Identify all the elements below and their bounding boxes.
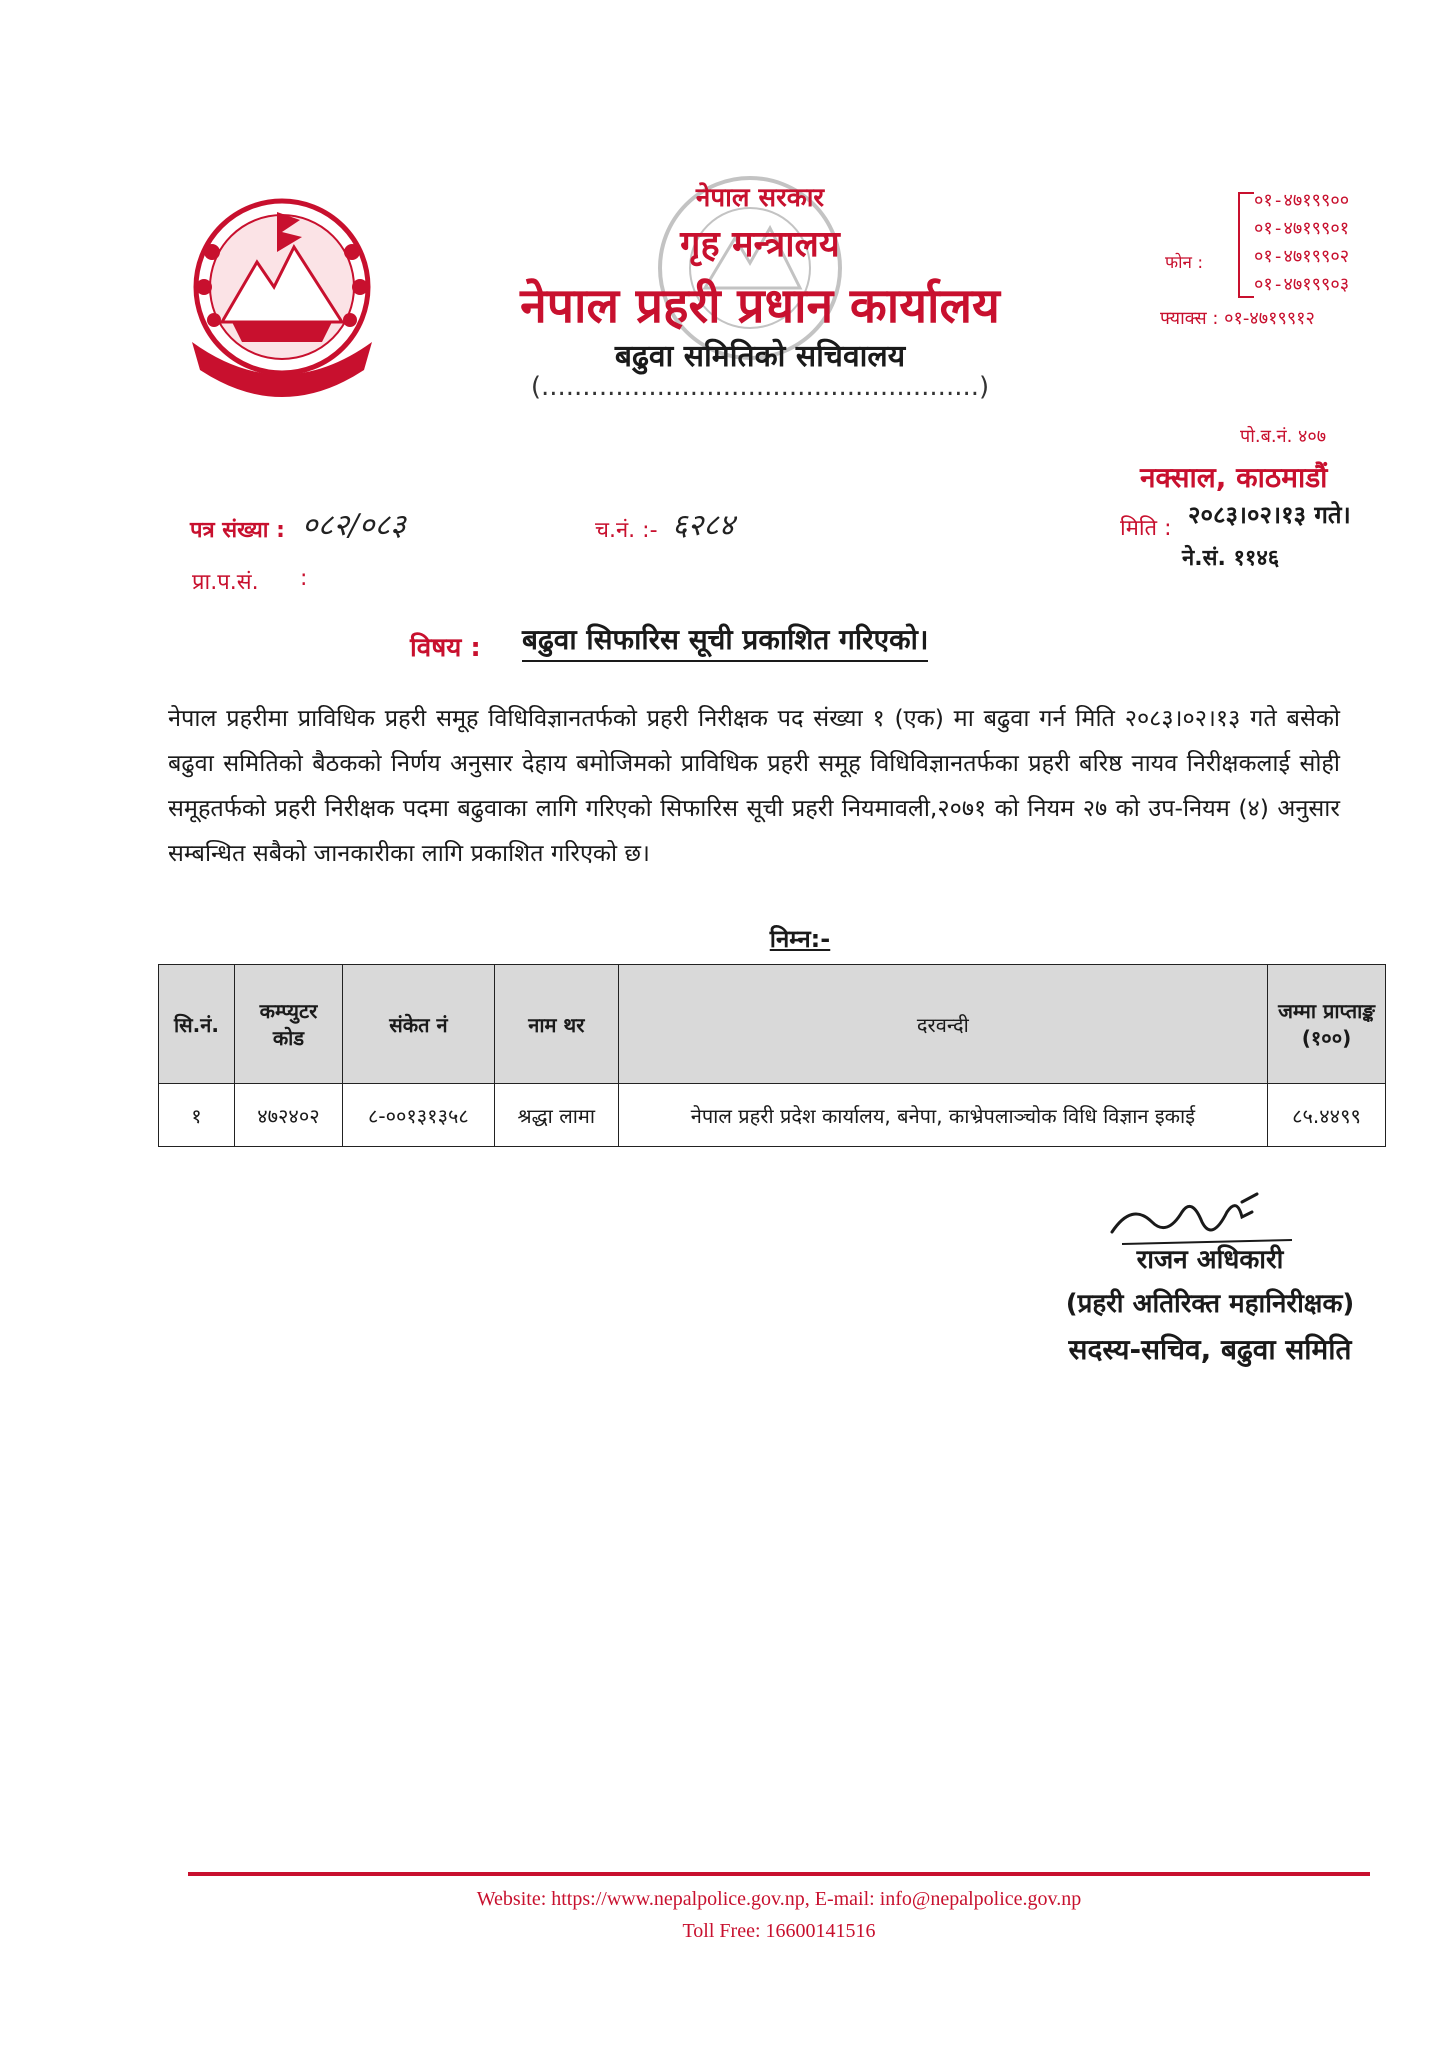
list-heading: निम्न:- [769,925,831,953]
footer-toll-free: Toll Free: 16600141516 [682,1920,876,1942]
table-cell: श्रद्धा लामा [494,1084,618,1147]
date-value: २०८३।०२।१३ गते। [1188,501,1351,529]
government-name: नेपाल सरकार [695,183,825,213]
phone-number: ०१-४७१९९०० [1254,190,1350,211]
address-dots-line: (.....................................................) [530,372,990,402]
phone-list [1254,187,1349,299]
table-header-row [159,965,1386,1084]
signatory-name: राजन अधिकारी [1136,1245,1284,1275]
ppsan-label: प्रा.प.सं. [192,570,259,595]
secretariat-name: बढुवा समितिको सचिवालय [614,339,906,374]
date-label: मिति : [1120,516,1172,541]
column-header: कम्प्युटर कोड [234,965,342,1084]
nepal-sambat-date: ने.सं. ११४६ [1182,546,1280,571]
signatory-rank: (प्रहरी अतिरिक्त महानिरीक्षक) [1065,1289,1355,1319]
letter-number-value: ०८२/०८३ [302,508,406,543]
nepal-emblem-logo [182,192,382,402]
phone-number: ०१-४७१९९०१ [1254,218,1350,239]
table-cell: ८-००१३१३५८ [342,1084,494,1147]
fax-number: फ्याक्स : ०१-४७१९९१२ [1160,308,1315,329]
promotion-table [158,964,1386,1147]
ppsan-colon: : [300,566,308,591]
column-header: सि.नं. [159,965,235,1084]
office-location: नक्साल, काठमाडौं [1140,461,1328,494]
table-cell: १ [159,1084,235,1147]
ministry-name: गृह मन्त्रालय [680,224,840,265]
column-header: दरवन्दी [618,965,1267,1084]
po-box: पो.ब.नं. ४०७ [1240,426,1327,447]
letter-number-label: पत्र संख्या : [190,518,285,543]
office-name: नेपाल प्रहरी प्रधान कार्यालय [520,278,1000,334]
phone-bracket [1238,192,1254,298]
column-header: संकेत नं [342,965,494,1084]
phone-label: फोन : [1165,253,1204,273]
body-paragraph: नेपाल प्रहरीमा प्राविधिक प्रहरी समूह विधिविज्ञानतर्फको प्रहरी निरीक्षक पद संख्या १ (एक) मा बढुवा गर्न मिति २०८३।०२।१३ गते बसेको बढुवा समितिको बैठकको निर्णय अनुसार देहाय बमोजिमको प्राविधिक प्रहरी समूह विधिविज्ञानतर्फका प्रहरी बरिष्ठ नायव निरीक्षकलाई सोही समूहतर्फको प्रहरी निरीक्षक पदमा बढुवाका लागि गरिएको सिफारिस सूची प्रहरी नियमावली,२०७१ को नियम २७ को उप-नियम (४) अनुसार सम्बन्धित सबैको जानकारीका लागि प्रकाशित गरिएको छ। [168,704,1340,867]
subject-label: विषय : [410,633,481,663]
footer-website-email: Website: https://www.nepalpolice.gov.np, E-mail: info@nepalpolice.gov.np [476,1888,1082,1910]
dispatch-number-value: ६२८४ [672,508,735,543]
phone-number: ०१-४७१९९०३ [1254,274,1350,295]
table-cell: नेपाल प्रहरी प्रदेश कार्यालय, बनेपा, काभ्रेपलाञ्चोक विधि विज्ञान इकाई [618,1084,1267,1147]
table-row [159,1084,1386,1147]
column-header: नाम थर [494,965,618,1084]
table-cell: ४७२४०२ [234,1084,342,1147]
dispatch-number-label: च.नं. :- [595,518,658,543]
table-cell: ८५.४४९९ [1268,1084,1386,1147]
footer-divider [188,1872,1370,1876]
phone-number: ०१-४७१९९०२ [1254,246,1350,267]
subject-text: बढुवा सिफारिस सूची प्रकाशित गरिएको। [522,620,928,662]
column-header: जम्मा प्राप्ताङ्क (१००) [1268,965,1386,1084]
signatory-role: सदस्य-सचिव, बढुवा समिति [1068,1333,1352,1366]
